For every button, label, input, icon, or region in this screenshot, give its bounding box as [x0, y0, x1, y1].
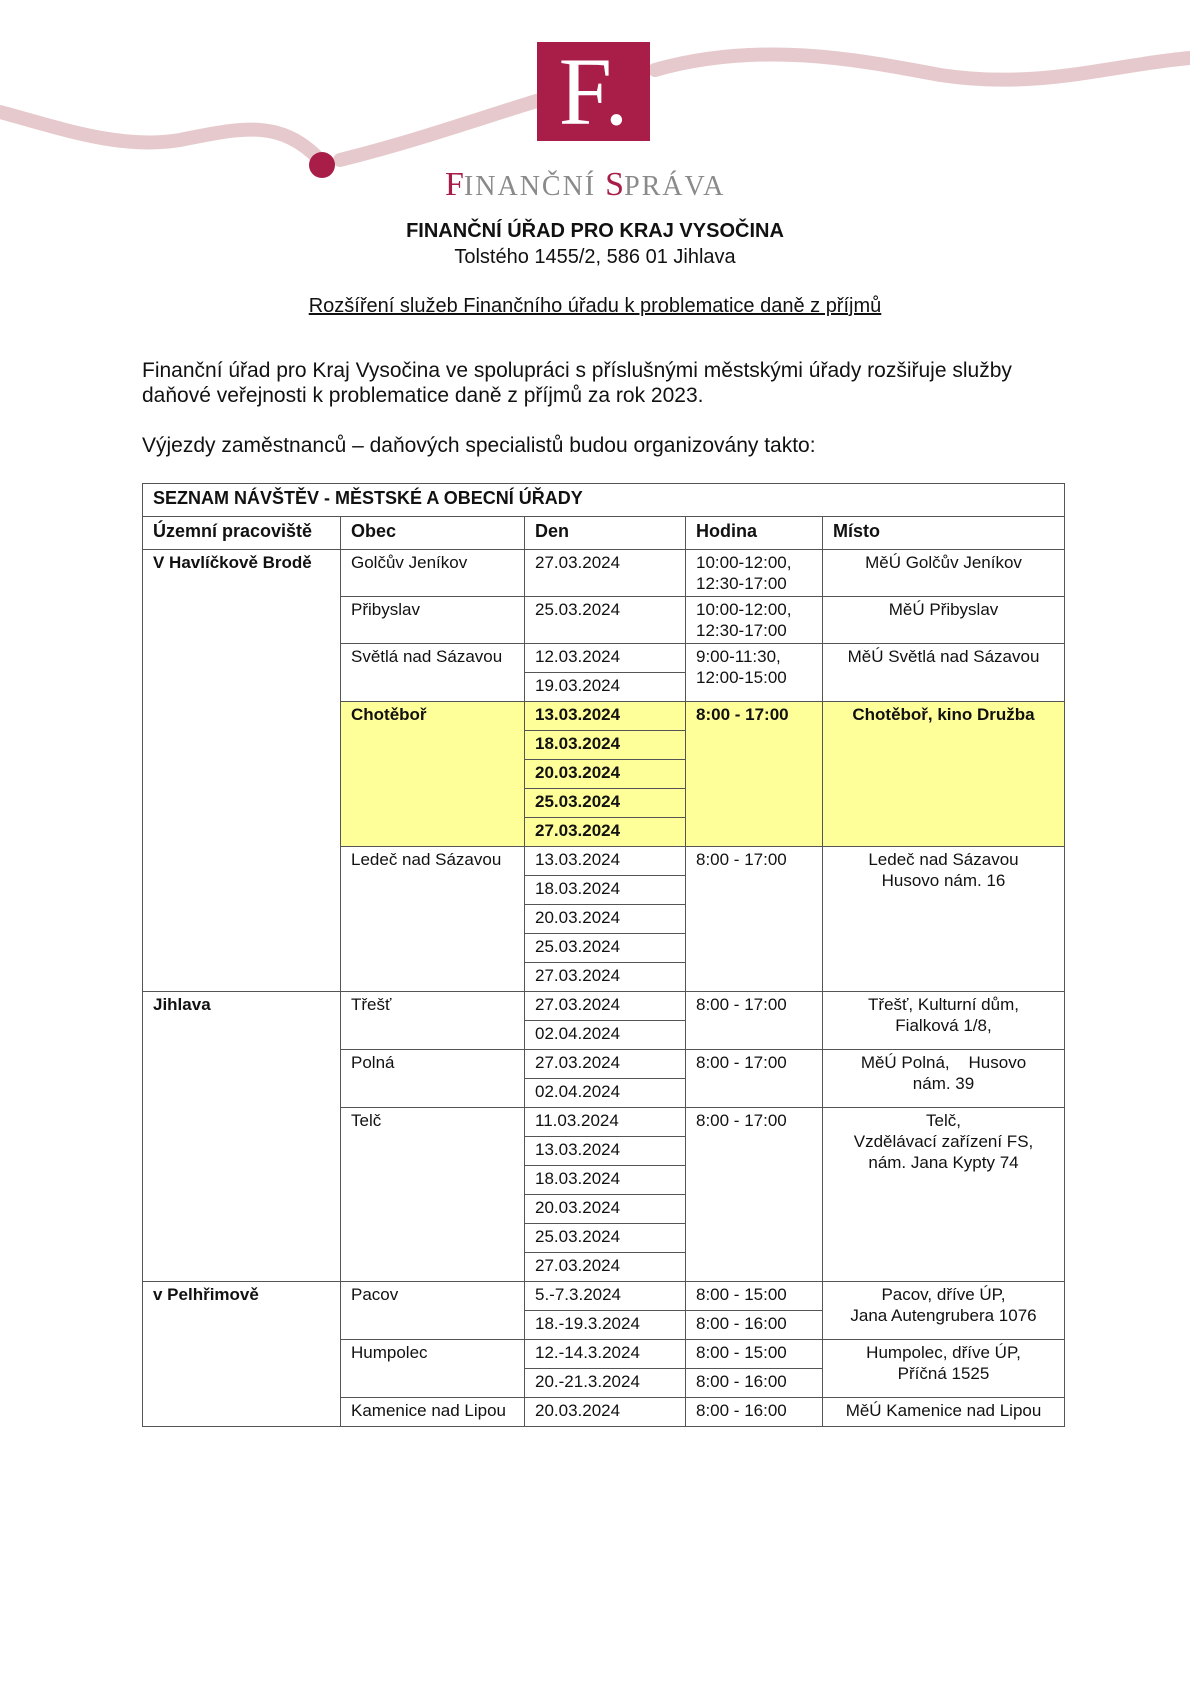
hours-cell: 8:00 - 17:00	[686, 702, 823, 847]
day-cell: 20.-21.3.2024	[525, 1369, 686, 1398]
day-cell: 18.03.2024	[525, 731, 686, 760]
town-cell: Chotěboř	[341, 702, 525, 847]
place-cell: MěÚ Polná, Husovo nám. 39	[823, 1050, 1065, 1108]
place-cell: MěÚ Golčův Jeníkov	[823, 550, 1065, 597]
day-cell: 13.03.2024	[525, 702, 686, 731]
hours-cell: 10:00-12:00, 12:30-17:00	[686, 550, 823, 597]
town-cell: Humpolec	[341, 1340, 525, 1398]
day-cell: 13.03.2024	[525, 1137, 686, 1166]
place-cell: Ledeč nad Sázavou Husovo nám. 16	[823, 847, 1065, 992]
region-cell: Jihlava	[143, 992, 341, 1282]
hours-cell: 8:00 - 17:00	[686, 1108, 823, 1282]
day-cell: 27.03.2024	[525, 550, 686, 597]
place-cell: MěÚ Přibyslav	[823, 597, 1065, 644]
region-cell: V Havlíčkově Brodě	[143, 550, 341, 992]
header-hours: Hodina	[686, 517, 823, 550]
day-cell: 5.-7.3.2024	[525, 1282, 686, 1311]
day-cell: 13.03.2024	[525, 847, 686, 876]
day-cell: 20.03.2024	[525, 1398, 686, 1427]
day-cell: 25.03.2024	[525, 1224, 686, 1253]
hours-cell: 8:00 - 17:00	[686, 847, 823, 992]
town-cell: Světlá nad Sázavou	[341, 644, 525, 702]
day-cell: 11.03.2024	[525, 1108, 686, 1137]
day-cell: 19.03.2024	[525, 673, 686, 702]
town-cell: Třešť	[341, 992, 525, 1050]
day-cell: 27.03.2024	[525, 992, 686, 1021]
hours-cell: 10:00-12:00, 12:30-17:00	[686, 597, 823, 644]
hours-cell: 8:00 - 16:00	[686, 1311, 823, 1340]
day-cell: 27.03.2024	[525, 963, 686, 992]
place-cell: MěÚ Kamenice nad Lipou	[823, 1398, 1065, 1427]
table-title: SEZNAM NÁVŠTĚV - MĚSTSKÉ A OBECNÍ ÚŘADY	[143, 484, 1065, 517]
intro-paragraph: Finanční úřad pro Kraj Vysočina ve spolupráci s příslušnými městskými úřady rozšiřuje služby daňové veřejnosti k problematice daně z příjmů za rok 2023.	[142, 359, 1012, 407]
document-subject: Rozšíření služeb Finančního úřadu k problematice daně z příjmů	[308, 295, 882, 317]
header-region: Územní pracoviště	[143, 517, 341, 550]
hours-cell: 8:00 - 17:00	[686, 1050, 823, 1108]
hours-cell: 8:00 - 16:00	[686, 1398, 823, 1427]
place-cell: Telč, Vzdělávací zařízení FS, nám. Jana Kypty 74	[823, 1108, 1065, 1282]
place-cell: Chotěboř, kino Družba	[823, 702, 1065, 847]
place-cell: Třešť, Kulturní dům, Fialková 1/8,	[823, 992, 1065, 1050]
day-cell: 02.04.2024	[525, 1021, 686, 1050]
town-cell: Pacov	[341, 1282, 525, 1340]
logo-mark: F.	[537, 42, 650, 141]
hours-cell: 8:00 - 15:00	[686, 1340, 823, 1369]
town-cell: Kamenice nad Lipou	[341, 1398, 525, 1427]
brand-wordmark: FINANČNÍ SPRÁVA	[445, 166, 726, 203]
town-cell: Telč	[341, 1108, 525, 1282]
town-cell: Ledeč nad Sázavou	[341, 847, 525, 992]
day-cell: 27.03.2024	[525, 1253, 686, 1282]
day-cell: 12.03.2024	[525, 644, 686, 673]
visit-schedule-table	[142, 483, 1065, 1427]
place-cell: Pacov, dříve ÚP, Jana Autengrubera 1076	[823, 1282, 1065, 1340]
hours-cell: 8:00 - 16:00	[686, 1369, 823, 1398]
region-cell: v Pelhřimově	[143, 1282, 341, 1427]
day-cell: 25.03.2024	[525, 597, 686, 644]
day-cell: 20.03.2024	[525, 760, 686, 789]
hours-cell: 9:00-11:30, 12:00-15:00	[686, 644, 823, 702]
town-cell: Polná	[341, 1050, 525, 1108]
lead-paragraph: Výjezdy zaměstnanců – daňových specialistů budou organizovány takto:	[142, 434, 816, 457]
day-cell: 20.03.2024	[525, 1195, 686, 1224]
header-place: Místo	[823, 517, 1065, 550]
day-cell: 02.04.2024	[525, 1079, 686, 1108]
day-cell: 27.03.2024	[525, 818, 686, 847]
town-cell: Golčův Jeníkov	[341, 550, 525, 597]
day-cell: 18.-19.3.2024	[525, 1311, 686, 1340]
header-day: Den	[525, 517, 686, 550]
office-address: Tolstého 1455/2, 586 01 Jihlava	[454, 246, 736, 268]
day-cell: 25.03.2024	[525, 934, 686, 963]
header-town: Obec	[341, 517, 525, 550]
day-cell: 18.03.2024	[525, 1166, 686, 1195]
day-cell: 25.03.2024	[525, 789, 686, 818]
place-cell: Humpolec, dříve ÚP, Příčná 1525	[823, 1340, 1065, 1398]
day-cell: 12.-14.3.2024	[525, 1340, 686, 1369]
hours-cell: 8:00 - 17:00	[686, 992, 823, 1050]
town-cell: Přibyslav	[341, 597, 525, 644]
day-cell: 20.03.2024	[525, 905, 686, 934]
place-cell: MěÚ Světlá nad Sázavou	[823, 644, 1065, 702]
office-name: FINANČNÍ ÚŘAD PRO KRAJ VYSOČINA	[406, 220, 784, 242]
hours-cell: 8:00 - 15:00	[686, 1282, 823, 1311]
day-cell: 27.03.2024	[525, 1050, 686, 1079]
day-cell: 18.03.2024	[525, 876, 686, 905]
